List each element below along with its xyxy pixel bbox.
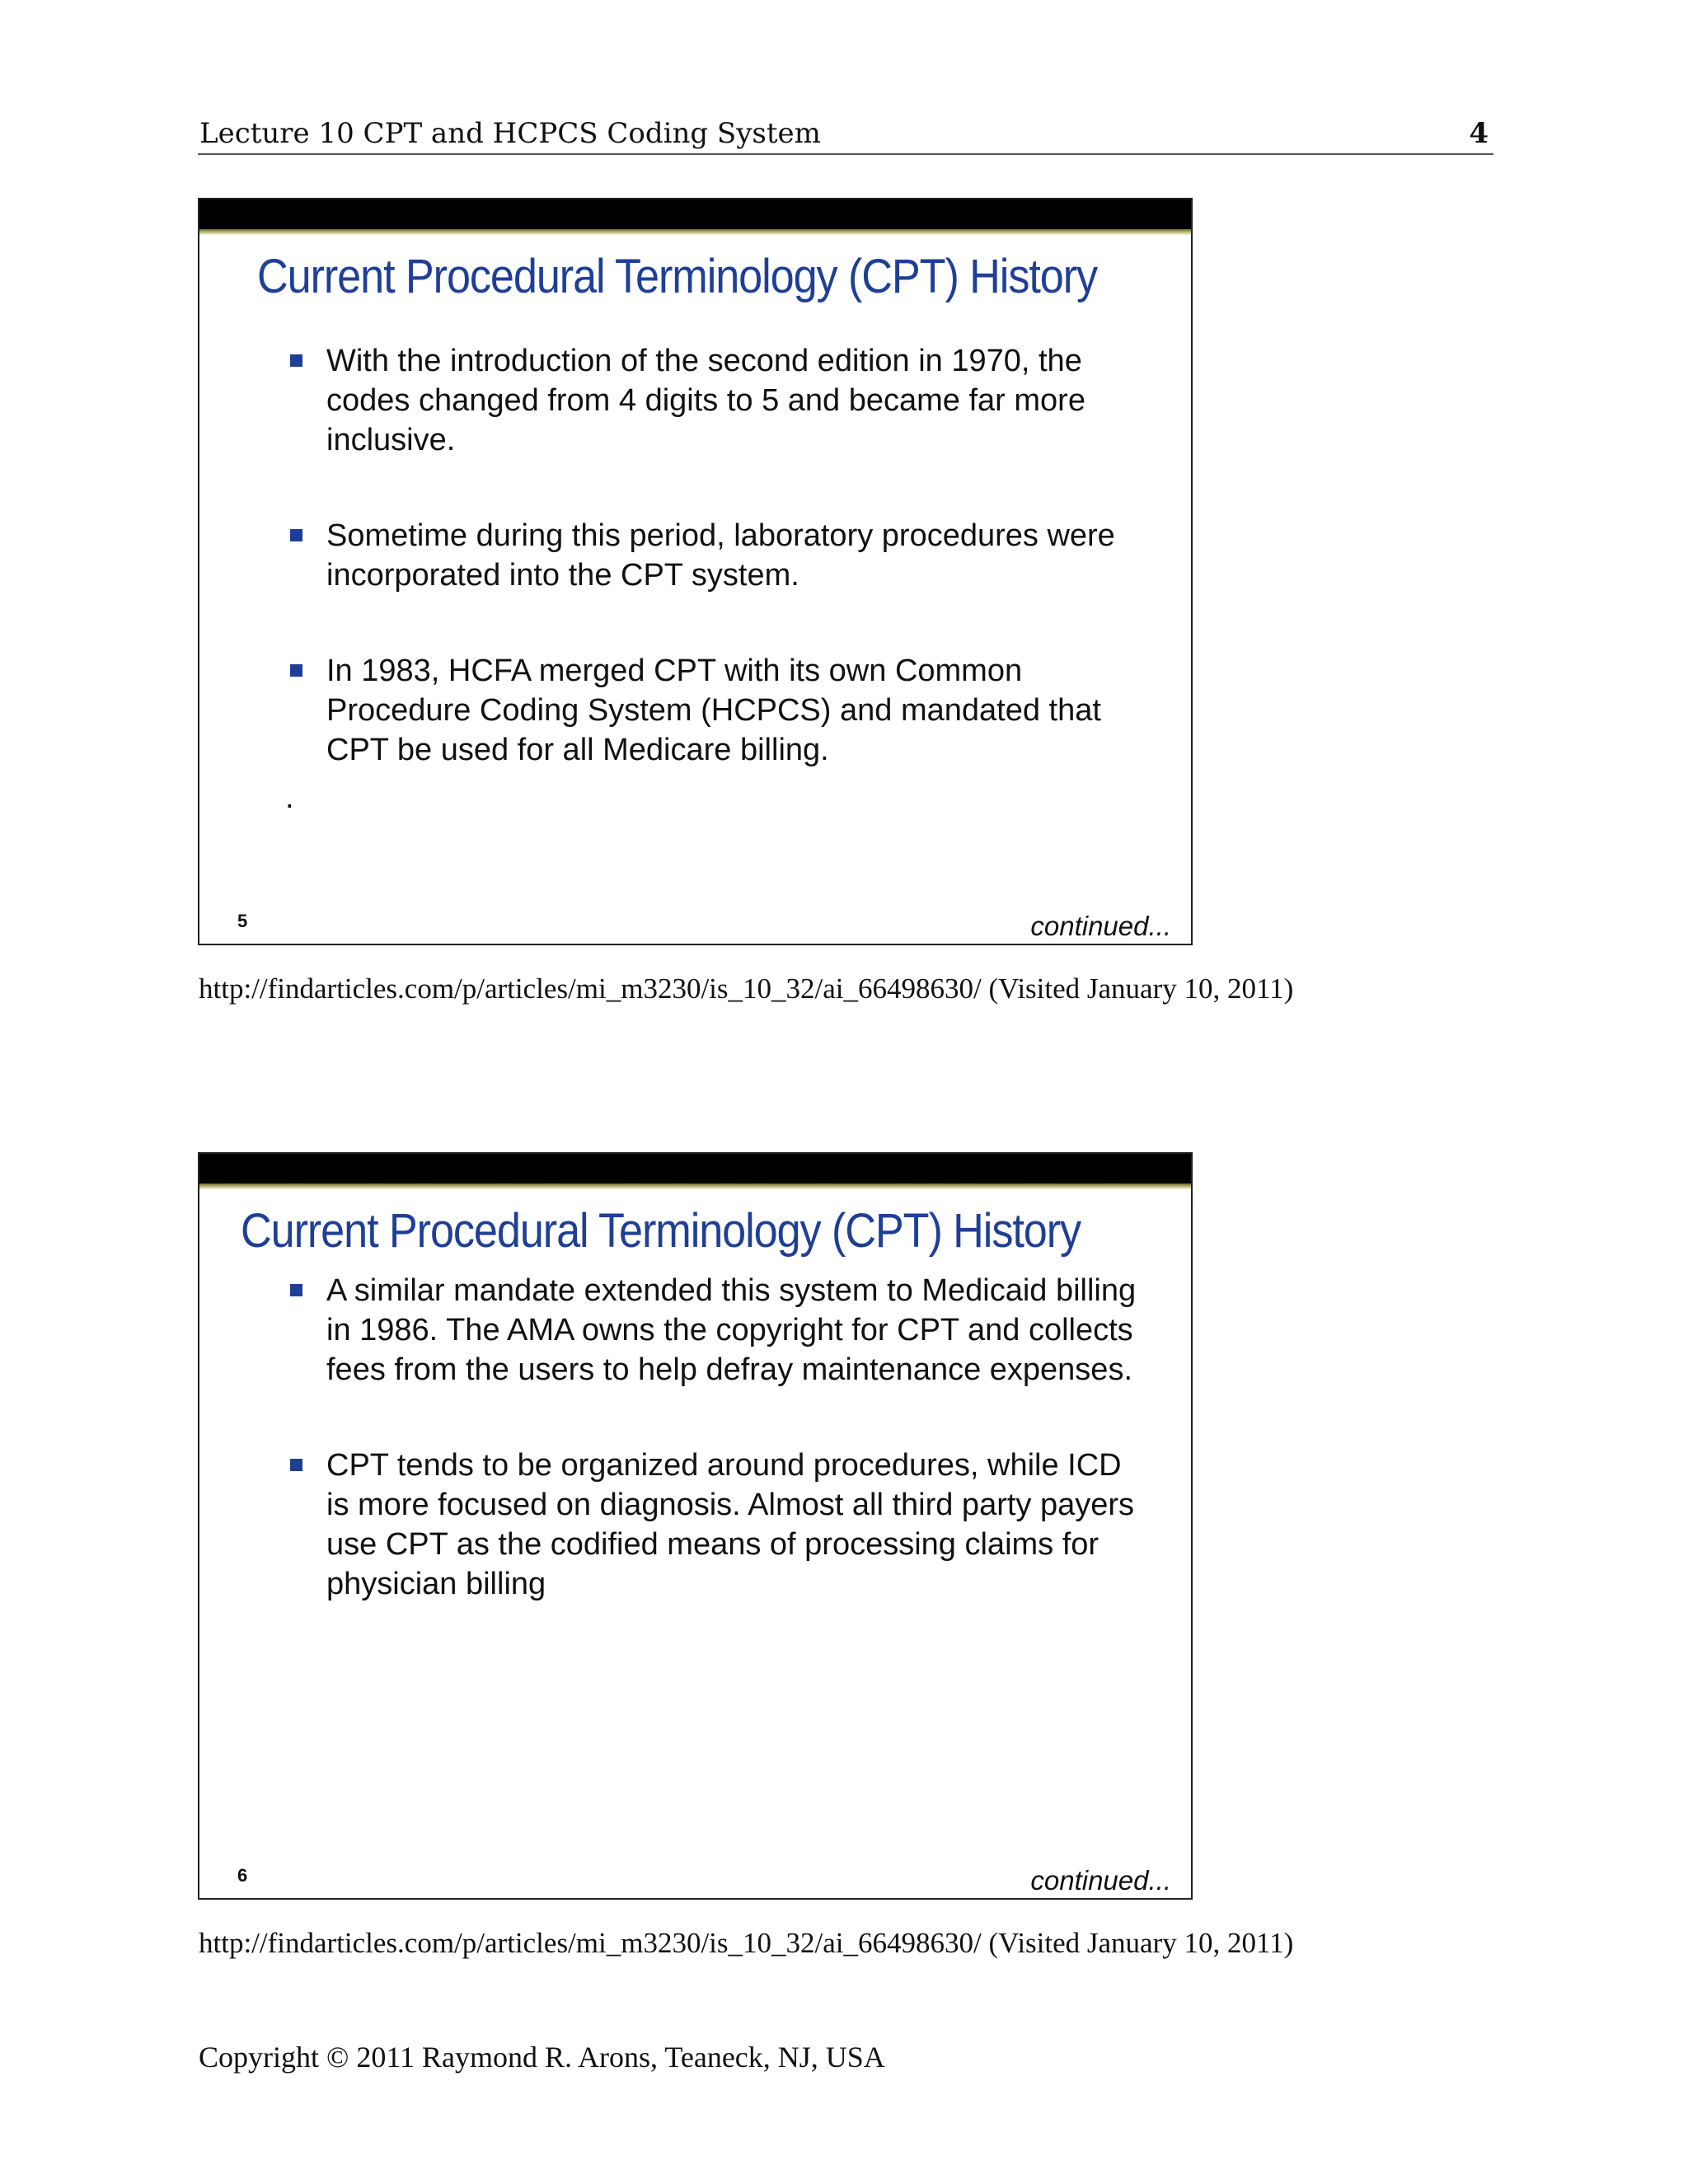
bullet-text: CPT tends to be organized around procedures, while ICD is more focused on diagnosis. Almost all third party payers use CPT as the codified means of processing claims for physician billing [326,1448,1135,1601]
slide-title: Current Procedural Terminology (CPT) History [257,250,1098,303]
square-bullet-icon [290,529,302,541]
slide-5 [198,198,1193,945]
bullet-item [288,1271,1146,1390]
slide-number: 5 [237,911,248,931]
page-header [198,115,1493,155]
slide-title-rule [199,1183,1191,1189]
source-citation: http://findarticles.com/p/articles/mi_m3230/is_10_32/ai_66498630/ (Visited January 10, 2011) [199,1927,1294,1959]
slide-title-rule [199,229,1191,235]
bullet-text: A similar mandate extended this system to Medicaid billing in 1986. The AMA owns the copyright for CPT and collects fees from the users to help defray maintenance expenses. [326,1273,1137,1387]
continued-label: continued... [1030,1865,1171,1896]
slide-number: 6 [237,1865,248,1886]
bullet-text: In 1983, HCFA merged CPT with its own Common Procedure Coding System (HCPCS) and mandated that CPT be used for all Medicare billing. [326,654,1101,767]
continued-label: continued... [1030,911,1171,941]
lecture-title: Lecture 10 CPT and HCPCS Coding System [199,117,821,150]
page-number: 4 [1469,117,1489,150]
bullet-list [288,341,1146,770]
trailing-mark: . [285,780,294,815]
bullet-text: With the introduction of the second edition in 1970, the codes changed from 4 digits to 5 and became far more inclusive. [326,344,1085,457]
bullet-item [288,341,1146,460]
slide-6 [198,1152,1193,1900]
slide-top-bar [199,199,1191,229]
bullet-text: Sometime during this period, laboratory procedures were incorporated into the CPT system. [326,518,1115,593]
slide-title: Current Procedural Terminology (CPT) History [241,1204,1081,1258]
bullet-item [288,1446,1146,1604]
bullet-item [288,516,1146,595]
square-bullet-icon [290,354,302,367]
source-citation: http://findarticles.com/p/articles/mi_m3230/is_10_32/ai_66498630/ (Visited January 10, 2011) [199,972,1294,1005]
copyright-footer: Copyright © 2011 Raymond R. Arons, Teaneck, NJ, USA [199,2041,885,2074]
square-bullet-icon [290,1459,302,1471]
slide-top-bar [199,1154,1191,1183]
square-bullet-icon [290,1284,302,1296]
bullet-list [288,1271,1146,1604]
bullet-item [288,651,1146,770]
square-bullet-icon [290,664,302,677]
